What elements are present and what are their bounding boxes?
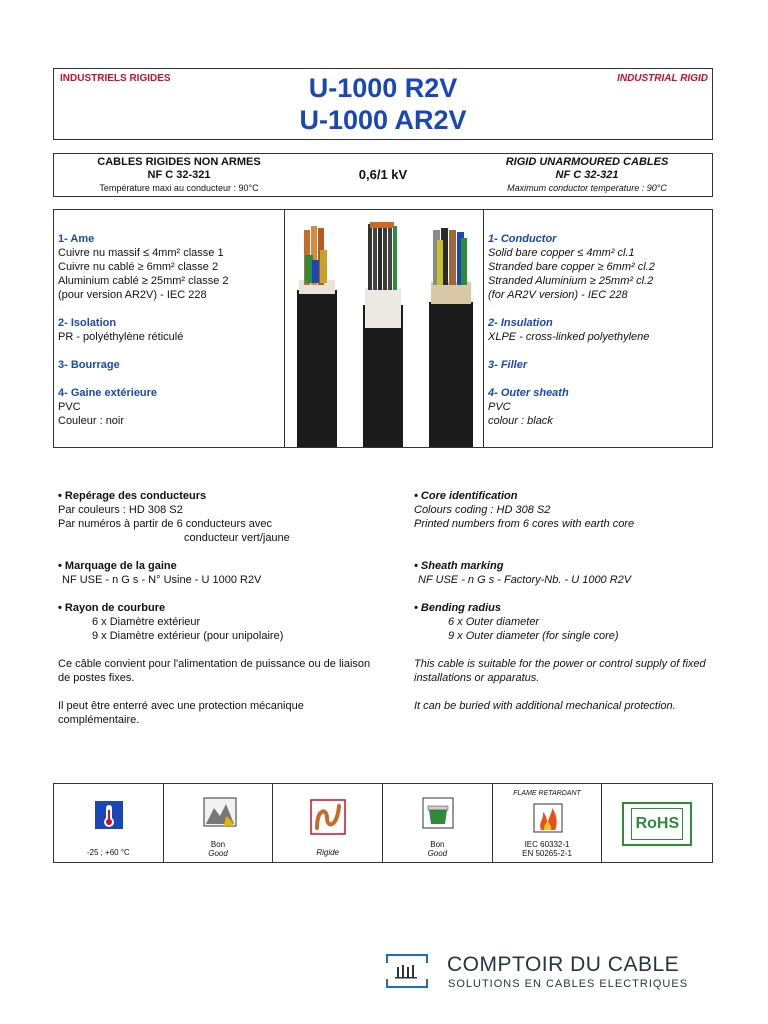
header-box	[53, 68, 713, 140]
core-id-line-fr: conducteur vert/jaune	[184, 532, 290, 544]
application-text-en: This cable is suitable for the power or control supply of fixed installations or apparatus.	[414, 658, 706, 684]
conductor-line-fr: Aluminium cablé ≥ 25mm² classe 2	[58, 275, 229, 287]
core-id-line-en: Printed numbers from 6 cores with earth core	[414, 518, 635, 530]
conductor-title-en: 1- Conductor	[488, 233, 557, 245]
spec-en-norm: NF C 32-321	[555, 169, 619, 181]
sheath-line-en: colour : black	[488, 415, 553, 427]
brand-name: COMPTOIR DU CABLE	[447, 953, 680, 976]
rigidity-cell	[273, 784, 383, 862]
conductor-line-fr: Cuivre nu massif ≤ 4mm² classe 1	[58, 247, 224, 259]
thermometer-icon	[92, 798, 126, 834]
chemical-resistance-icon	[421, 796, 455, 832]
insulation-title-en: 2- Insulation	[488, 317, 553, 329]
spec-en-temp: Maximum conductor temperature : 90°C	[507, 183, 667, 193]
conductor-line-fr: (pour version AR2V) - IEC 228	[58, 289, 207, 301]
rohs-cell	[602, 784, 712, 862]
cable-sheath	[297, 290, 337, 447]
rigid-cable-icon	[309, 798, 347, 836]
conductor-line-en: Stranded Aluminium ≥ 25mm² cl.2	[488, 275, 654, 287]
spec-fr-temp: Température maxi au conducteur : 90°C	[99, 183, 259, 193]
chemical-rating-fr: Bon	[430, 840, 445, 849]
properties-icon-strip	[53, 783, 713, 863]
spec-en-title: RIGID UNARMOURED CABLES	[505, 156, 669, 168]
colored-cores	[433, 228, 467, 285]
chemical-resistance-cell	[383, 784, 493, 862]
oil-resistance-icon	[202, 794, 238, 830]
flame-retardant-cell	[493, 784, 603, 862]
spec-box	[53, 153, 713, 197]
sheath-marking-line-en: NF USE - n G s - Factory-Nb. - U 1000 R2V	[418, 574, 632, 586]
core-id-title-en: • Core identification	[414, 490, 518, 502]
temperature-range: -25 ; +60 °C	[86, 848, 130, 857]
oil-rating-fr: Bon	[210, 840, 226, 849]
category-tag-en: INDUSTRIAL RIGID	[617, 73, 708, 84]
sheath-title-en: 4- Outer sheath	[488, 387, 569, 399]
conductor-line-en: Solid bare copper ≤ 4mm² cl.1	[488, 247, 635, 259]
components-fr	[58, 232, 284, 428]
sheath-marking-line-fr: NF USE - n G s - N° Usine - U 1000 R2V	[62, 574, 262, 586]
components-box	[53, 209, 713, 448]
bending-radius-line-fr: 9 x Diamètre extérieur (pour unipolaire)	[92, 630, 284, 642]
filler-title-fr: 3- Bourrage	[58, 359, 120, 371]
core-id-line-fr: Par numéros à partir de 6 conducteurs avec	[58, 518, 273, 530]
temperature-cell	[54, 784, 164, 862]
bending-radius-title-fr: • Rayon de courbure	[58, 602, 166, 614]
burial-text-fr: Il peut être enterré avec une protection mécanique complémentaire.	[58, 700, 304, 726]
bending-radius-line-en: 6 x Outer diameter	[448, 616, 540, 628]
conductor-line-en: Stranded bare copper ≥ 6mm² cl.2	[488, 261, 655, 273]
details-fr	[58, 489, 378, 727]
voltage-rating: 0,6/1 kV	[358, 167, 408, 182]
oil-rating-en: Good	[208, 849, 228, 858]
bending-radius-title-en: • Bending radius	[414, 602, 501, 614]
bending-radius-line-fr: 6 x Diamètre extérieur	[92, 616, 201, 628]
cable-illustration	[285, 210, 483, 447]
brand-logo-icon	[385, 953, 429, 989]
rohs-label: RoHS	[631, 808, 683, 840]
insulation-title-fr: 2- Isolation	[58, 317, 117, 329]
flame-retardant-icon	[532, 802, 564, 834]
filler-title-en: 3- Filler	[488, 359, 528, 371]
flame-retardant-title: FLAME RETARDANT	[513, 790, 581, 797]
spec-fr-norm: NF C 32-321	[147, 169, 211, 181]
sheath-marking-title-fr: • Marquage de la gaine	[58, 560, 177, 572]
spec-fr-title: CABLES RIGIDES NON ARMES	[97, 156, 261, 168]
bending-radius-line-en: 9 x Outer diameter (for single core)	[448, 630, 619, 642]
rigid-label: Rigide	[316, 848, 340, 857]
flame-standard-en: EN 50265-2-1	[522, 849, 572, 858]
insulation-line-en: XLPE - cross-linked polyethylene	[488, 331, 650, 343]
chemical-rating-en: Good	[427, 849, 448, 858]
brand-tagline: SOLUTIONS EN CABLES ELECTRIQUES	[448, 978, 689, 990]
category-tag-fr: INDUSTRIELS RIGIDES	[60, 73, 171, 84]
insulation-line-fr: PR - polyéthylène réticulé	[58, 331, 184, 343]
spec-en	[462, 156, 712, 195]
cable-sheath	[429, 302, 473, 447]
product-title-r2v: U-1000 R2V	[308, 73, 458, 103]
numbered-cores	[368, 222, 397, 290]
sheath-line-fr: PVC	[58, 401, 81, 413]
sheath-marking-title-en: • Sheath marking	[414, 560, 504, 572]
rohs-icon	[622, 802, 692, 846]
burial-text-en: It can be buried with additional mechanical protection.	[414, 700, 676, 712]
cable-photo	[284, 210, 484, 447]
core-id-line-fr: Par couleurs : HD 308 S2	[58, 504, 183, 516]
conductor-line-fr: Cuivre nu cablé ≥ 6mm² classe 2	[58, 261, 219, 273]
copper-cores	[304, 226, 327, 285]
core-id-line-en: Colours coding : HD 308 S2	[414, 504, 551, 516]
product-title-ar2v: U-1000 AR2V	[299, 105, 467, 135]
components-en	[488, 232, 710, 428]
application-text-fr: Ce câble convient pour l'alimentation de puissance ou de liaison de postes fixes.	[58, 658, 371, 684]
sheath-line-en: PVC	[488, 401, 511, 413]
oil-resistance-cell	[164, 784, 274, 862]
core-id-title-fr: • Repérage des conducteurs	[58, 490, 207, 502]
sheath-title-fr: 4- Gaine extérieure	[58, 387, 158, 399]
flame-standard-iec: IEC 60332-1	[524, 840, 570, 849]
conductor-line-en: (for AR2V version) - IEC 228	[488, 289, 628, 301]
conductor-title-fr: 1- Ame	[58, 233, 95, 245]
sheath-line-fr: Couleur : noir	[58, 415, 125, 427]
details-en	[414, 489, 714, 713]
